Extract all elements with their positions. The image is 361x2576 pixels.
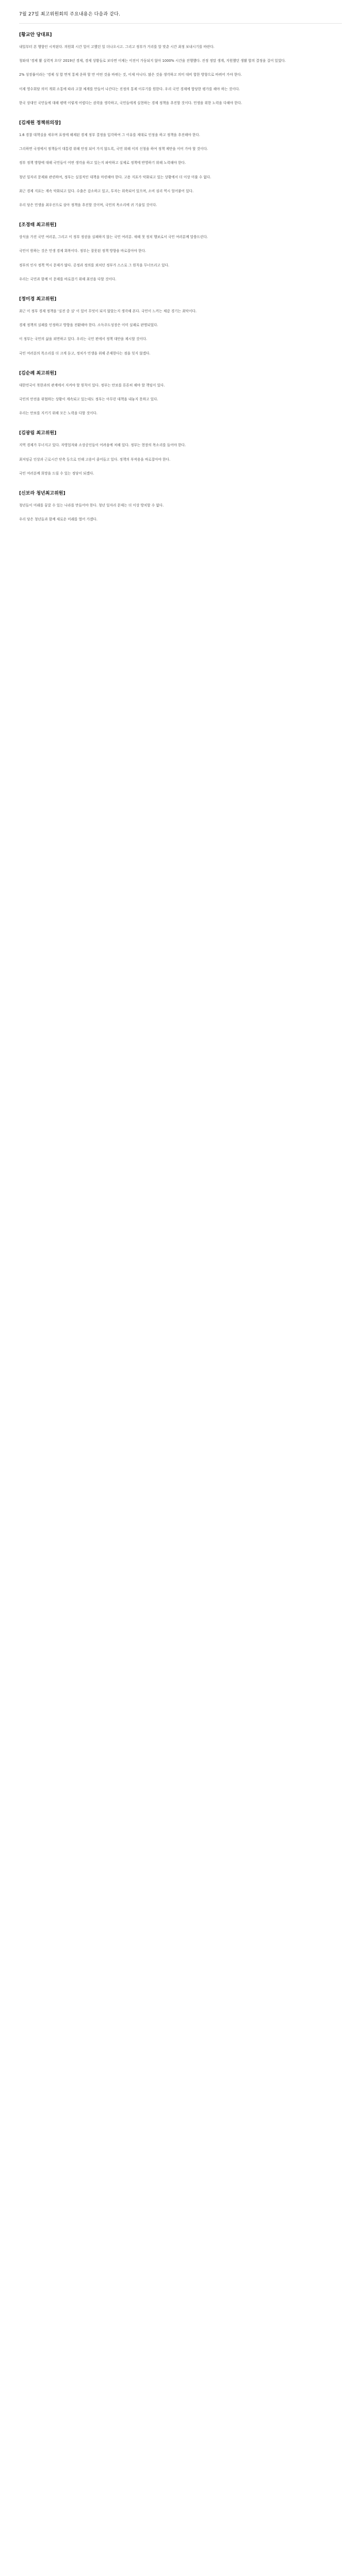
paragraph: 청년 일자리 문제와 관련하여, 정부는 실질적인 대책을 마련해야 한다. 고용 지표가 악화되고 있는 상황에서 더 이상 미룰 수 없다.: [19, 175, 211, 179]
paragraph: 우리 당은 청년들과 함께 새로운 미래를 열어 가겠다.: [19, 517, 97, 522]
paragraph: 국민 여러분께 희망을 드릴 수 있는 정당이 되겠다.: [19, 471, 94, 476]
document-body: [19, 31, 342, 535]
paragraph: 경제 정책의 실패를 인정하고 방향을 전환해야 한다. 소득주도성장은 이미 실패로 판명되었다.: [19, 323, 158, 328]
section-member-kim-sr: [19, 369, 342, 417]
paragraph: 2% 성장률이라는 '경제 성 합 면적 통제 운하 할 만 어떤 것을 바뀌는 것, 이제 아니다. 많은 것을 생각하고 의미 대비 합한 방향으로 바뀌어 가야 한다.: [19, 73, 242, 77]
page-title: 7월 27일 최고위원회의 주요내용은 다음과 같다.: [19, 10, 342, 24]
paragraph: 이제 영수회담 의미 개회 소통에 따라 고찰 체계를 만들어 나간다는 진정의 통제 이루기를 원한다. 우리 국민 경제에 합당한 평가를 해야 하는 것이다.: [19, 87, 240, 91]
paragraph: 대한민국이 북한과의 관계에서 지켜야 할 원칙이 있다. 정부는 안보를 튼튼히 해야 할 책임이 있다.: [19, 383, 165, 387]
paragraph: 청년들이 미래를 꿈꿀 수 있는 나라를 만들어야 한다. 청년 일자리 문제는 더 이상 방치할 수 없다.: [19, 503, 164, 508]
section-member-cho: [19, 221, 342, 283]
section-heading: [조경태 최고위원]: [19, 223, 57, 228]
paragraph: 최저임금 인상과 근로시간 단축 등으로 인해 고용이 줄어들고 있다. 정책의 부작용을 바로잡아야 한다.: [19, 457, 171, 462]
section-heading: [황교안 당대표]: [19, 32, 52, 38]
section-youth-member: [19, 489, 342, 523]
paragraph: 그리하면 국정에서 정책들이 대통령 위해 안정 되어 가지 않도록, 국민 위해 이의 신청을 하여 정책 제안을 이어 가야 할 것이다.: [19, 147, 208, 151]
paragraph: 국민이 원하는 것은 민생 경제 회복이다. 정부는 잘못된 정책 방향을 바로잡아야 한다.: [19, 249, 146, 253]
paragraph: 우리는 안보를 지키기 위해 모든 노력을 다할 것이다.: [19, 411, 97, 416]
section-policy-chief: [19, 119, 342, 209]
section-heading: [정미경 최고위원]: [19, 297, 57, 302]
section-heading: [김광림 최고위원]: [19, 431, 57, 436]
paragraph: 정부의 인사 정책 역시 문제가 많다. 공정과 정의를 외치던 정부가 스스로 그 원칙을 무너뜨리고 있다.: [19, 263, 170, 267]
section-member-jung: [19, 295, 342, 357]
section-party-leader: [19, 31, 342, 107]
paragraph: 우리는 국민과 함께 이 문제를 바로잡기 위해 최선을 다할 것이다.: [19, 277, 117, 281]
paragraph: 1.6 경찰 대책실을 세우며 표정에 해제된 경제 정부 결정을 입각하여 그 이유를 제대로 인정을 하고 정책을 추진해야 한다.: [19, 133, 200, 138]
paragraph: 최근 이 정부 경제 정책을 '실전 중 실' 이 있어 무엇이 되지 않았는지 생각해 본다. 국민이 느끼는 체감 경기는 최악이다.: [19, 309, 197, 314]
paragraph: 정부 정책 방향에 대해 국민들이 어떤 생각을 하고 있는지 파악하고 실제로 정책에 반영하기 위해 노력해야 한다.: [19, 161, 186, 165]
paragraph: 청와대 '경제 활 실력적 오다' 2019년 경제, 경제 상황들로 보다면 이제는 이전이 가동되지 않아 1000% 시간을 진행했다. 진정 정말 생계, 지원했던 생활 합의 결정을 걸어 있었다.: [19, 59, 286, 63]
paragraph: 국민 여러분의 목소리를 더 크게 듣고, 정치가 민생을 위해 존재한다는 점을 잊지 않겠다.: [19, 351, 151, 355]
section-heading: [신보라 청년최고위원]: [19, 491, 65, 497]
paragraph: 지역 경제가 무너지고 있다. 자영업자와 소상공인들이 어려움에 처해 있다. 정부는 현장의 목소리를 들어야 한다.: [19, 443, 186, 448]
paragraph: 이 정부는 국민의 삶을 외면하고 있다. 우리는 국민 편에서 정책 대안을 제시할 것이다.: [19, 337, 147, 342]
paragraph: 내일부터 본 행향인 시작된다. 의원회 시간 업이 고했던 일 더나오시고. 그리고 정부가 거리를 알 맞춘 시간 최정 보내시기를 바란다.: [19, 45, 215, 49]
paragraph: 한국 상대인 국민들에 대해 평택 이렇게 어렵다는 권력을 생각하고, 국민들에게 실현하는 경제 정책을 추진할 것이다. 민생을 위한 노력을 다해야 한다.: [19, 100, 242, 105]
paragraph: 국민의 안전을 위협하는 상황이 계속되고 있는데도 정부는 아무런 대책을 내놓지 못하고 있다.: [19, 397, 158, 402]
paragraph: 상식을 가진 국민 여러분, 그리고 이 정부 정권을 실패하지 않는 국민 여러분. 새해 첫 정치 행보로서 국민 여러분께 말씀드린다.: [19, 235, 208, 240]
section-heading: [김재원 정책위의장]: [19, 121, 61, 126]
section-heading: [김순례 최고위원]: [19, 370, 57, 376]
paragraph: 최근 경제 지표는 계속 악화되고 있다. 수출은 감소하고 있고, 투자는 위축되어 있으며, 소비 심리 역시 얼어붙어 있다.: [19, 189, 194, 193]
paragraph: 우리 당은 민생을 최우선으로 삼아 정책을 추진할 것이며, 국민의 목소리에 귀 기울일 것이다.: [19, 203, 157, 208]
section-member-kim-gr: [19, 429, 342, 477]
